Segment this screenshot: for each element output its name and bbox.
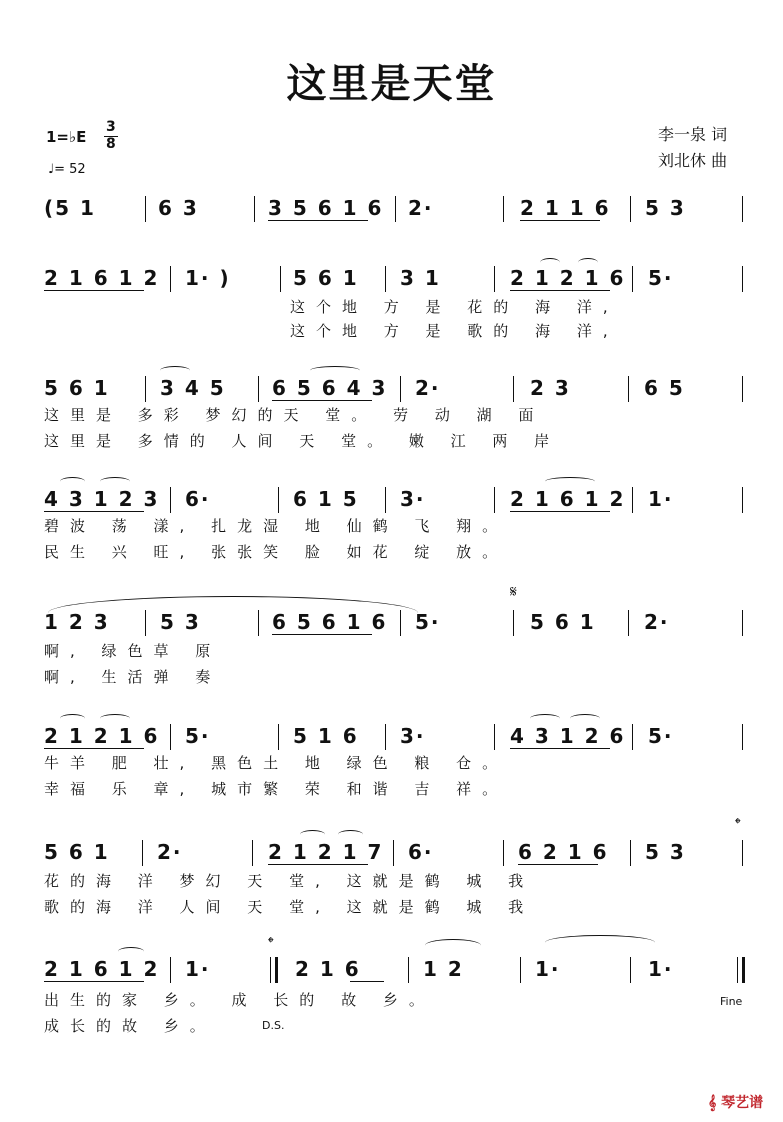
- measure: 2 3: [530, 376, 571, 400]
- measure: 4 3 1 2 3: [44, 487, 160, 511]
- slur: [578, 258, 598, 267]
- barline: [494, 487, 495, 513]
- barline: [170, 266, 171, 292]
- repeat-barline: [270, 957, 271, 983]
- measure: 2 1 2 1 6: [510, 266, 626, 290]
- barline: [503, 196, 504, 222]
- measure: 6 5: [644, 376, 685, 400]
- logo-icon: 𝄞: [708, 1095, 717, 1111]
- underline: [44, 981, 144, 982]
- underline: [510, 290, 610, 291]
- underline: [44, 290, 144, 291]
- final-barline-thick: [742, 957, 745, 983]
- measure: 1·: [535, 957, 561, 981]
- time-sig-num: 3: [106, 119, 116, 135]
- barline: [385, 266, 386, 292]
- lyrics-verse-1: 牛羊 肥 壮, 黑色土 地 绿色 粮 仓。: [44, 754, 509, 772]
- slur: [570, 714, 600, 723]
- barline: [280, 266, 281, 292]
- measure: 2·: [415, 376, 441, 400]
- barline: [278, 724, 279, 750]
- slur: [425, 939, 481, 952]
- barline: [170, 957, 171, 983]
- measure: 6 2 1 6: [518, 840, 609, 864]
- barline: [145, 610, 146, 636]
- lyrics-verse-2: 民生 兴 旺, 张张笑 脸 如花 绽 放。: [44, 543, 509, 561]
- barline: [258, 610, 259, 636]
- lyrics-verse-2: 成长的故 乡。: [44, 1017, 216, 1035]
- measure: 2 1 2 1 6: [44, 724, 160, 748]
- barline: [632, 266, 633, 292]
- measure: 6 5 6 4 3: [272, 376, 388, 400]
- barline: [170, 724, 171, 750]
- measure: 5·: [648, 266, 674, 290]
- lyrics-verse-2: 幸福 乐 章, 城市繁 荣 和谐 吉 祥。: [44, 780, 509, 798]
- barline: [170, 487, 171, 513]
- measure: 3·: [400, 724, 426, 748]
- measure: 6 1 5: [293, 487, 359, 511]
- barline: [385, 724, 386, 750]
- measure: 6 5 6 1 6: [272, 610, 388, 634]
- barline: [400, 376, 401, 402]
- lyrics-verse-1: 这个地 方 是 花的 海 洋,: [290, 298, 619, 316]
- measure: 1 2: [423, 957, 464, 981]
- barline: [254, 196, 255, 222]
- lyrics-verse-1: 啊, 绿色草 原: [44, 642, 222, 660]
- watermark-logo: [708, 1092, 763, 1112]
- barline: [494, 266, 495, 292]
- underline: [272, 634, 372, 635]
- measure: 2 1 6: [295, 957, 361, 981]
- lyrics-verse-2: 这里是 多情的 人间 天 堂。 嫩 江 两 岸: [44, 432, 561, 450]
- time-sig-den: 8: [106, 136, 116, 152]
- measure: 2·: [644, 610, 670, 634]
- composer: 刘北休 曲: [658, 151, 728, 170]
- coda-icon: 𝄌: [735, 814, 741, 833]
- measure: 5 1 6: [293, 724, 359, 748]
- measure: 5 6 1: [530, 610, 596, 634]
- slur: [100, 477, 130, 486]
- barline: [252, 840, 253, 866]
- barline: [513, 610, 514, 636]
- measure: (5 1: [44, 196, 96, 220]
- slur: [60, 714, 85, 723]
- barline: [742, 724, 743, 750]
- measure: 2 1 6 1 2: [44, 266, 160, 290]
- barline: [513, 376, 514, 402]
- underline: [518, 864, 598, 865]
- slur: [160, 366, 190, 375]
- slur: [338, 830, 363, 839]
- measure: 5 3: [645, 196, 686, 220]
- barline: [742, 376, 743, 402]
- measure: 1·: [648, 957, 674, 981]
- lyrics-verse-2: 啊, 生活弹 奏: [44, 668, 222, 686]
- segno-icon: 𝄋: [510, 582, 517, 601]
- underline: [520, 220, 600, 221]
- barline: [632, 724, 633, 750]
- measure: 3 4 5: [160, 376, 226, 400]
- measure: 5·: [648, 724, 674, 748]
- barline: [145, 376, 146, 402]
- underline: [510, 511, 610, 512]
- barline: [278, 487, 279, 513]
- barline: [742, 266, 743, 292]
- barline: [400, 610, 401, 636]
- barline: [742, 840, 743, 866]
- measure: 2 1 2 1 7: [268, 840, 384, 864]
- barline: [632, 487, 633, 513]
- measure: 2·: [157, 840, 183, 864]
- barline: [630, 196, 631, 222]
- page-title: 这里是天堂: [286, 61, 497, 107]
- measure: 4 3 1 2 6: [510, 724, 626, 748]
- barline: [742, 487, 743, 513]
- measure: 3 5 6 1 6: [268, 196, 384, 220]
- lyrics-verse-1: 碧波 荡 漾, 扎龙湿 地 仙鹤 飞 翔。: [44, 517, 509, 535]
- measure: 5 6 1: [44, 840, 110, 864]
- barline: [742, 610, 743, 636]
- measure: 1· ): [185, 266, 231, 290]
- key-signature: 1=♭E: [46, 128, 87, 146]
- barline: [385, 487, 386, 513]
- ds-label: D.S.: [262, 1019, 285, 1032]
- slur: [100, 714, 130, 723]
- underline: [510, 748, 610, 749]
- measure: 5 3: [160, 610, 201, 634]
- underline: [44, 748, 144, 749]
- lyricist: 李一泉 词: [658, 125, 728, 144]
- measure: 6·: [185, 487, 211, 511]
- coda-icon: 𝄌: [268, 933, 274, 952]
- underline: [272, 400, 372, 401]
- slur: [310, 366, 360, 375]
- slur: [545, 477, 595, 486]
- measure: 2·: [408, 196, 434, 220]
- slur: [545, 935, 655, 950]
- lyrics-verse-2: 歌的海 洋 人间 天 堂, 这就是鹤 城 我: [44, 898, 535, 916]
- barline: [630, 957, 631, 983]
- barline: [395, 196, 396, 222]
- barline: [145, 196, 146, 222]
- barline: [628, 610, 629, 636]
- underline: [268, 220, 368, 221]
- measure: 6 3: [158, 196, 199, 220]
- fine-label: Fine: [720, 995, 743, 1008]
- barline: [393, 840, 394, 866]
- slur: [60, 477, 85, 486]
- underline: [44, 511, 144, 512]
- measure: 1·: [185, 957, 211, 981]
- barline: [494, 724, 495, 750]
- measure: 6·: [408, 840, 434, 864]
- slur: [540, 258, 560, 267]
- measure: 3 1: [400, 266, 441, 290]
- measure: 5 3: [645, 840, 686, 864]
- measure: 2 1 6 1 2: [510, 487, 626, 511]
- barline: [408, 957, 409, 983]
- barline: [258, 376, 259, 402]
- lyrics-verse-1: 这里是 多彩 梦幻的天 堂。 劳 动 湖 面: [44, 406, 545, 424]
- measure: 1·: [648, 487, 674, 511]
- measure: 2 1 6 1 2: [44, 957, 160, 981]
- measure: 3·: [400, 487, 426, 511]
- measure: 1 2 3: [44, 610, 110, 634]
- tempo-mark: ♩= 52: [48, 162, 86, 177]
- barline: [520, 957, 521, 983]
- slur: [530, 714, 560, 723]
- lyrics-verse-1: 花的海 洋 梦幻 天 堂, 这就是鹤 城 我: [44, 872, 535, 890]
- repeat-barline-thick: [275, 957, 278, 983]
- measure: 5·: [185, 724, 211, 748]
- measure: 2 1 1 6: [520, 196, 611, 220]
- measure: 5 6 1: [293, 266, 359, 290]
- barline: [630, 840, 631, 866]
- slur: [118, 947, 144, 956]
- measure: 5 6 1: [44, 376, 110, 400]
- slur: [300, 830, 325, 839]
- barline: [142, 840, 143, 866]
- underline: [350, 981, 384, 982]
- final-barline: [737, 957, 738, 983]
- barline: [742, 196, 743, 222]
- measure: 5·: [415, 610, 441, 634]
- barline: [503, 840, 504, 866]
- underline: [268, 864, 368, 865]
- watermark-text: 琴艺谱: [721, 1095, 764, 1111]
- barline: [628, 376, 629, 402]
- lyrics-verse-2: 这个地 方 是 歌的 海 洋,: [290, 322, 619, 340]
- lyrics-verse-1: 出生的家 乡。 成 长的 故 乡。: [44, 991, 435, 1009]
